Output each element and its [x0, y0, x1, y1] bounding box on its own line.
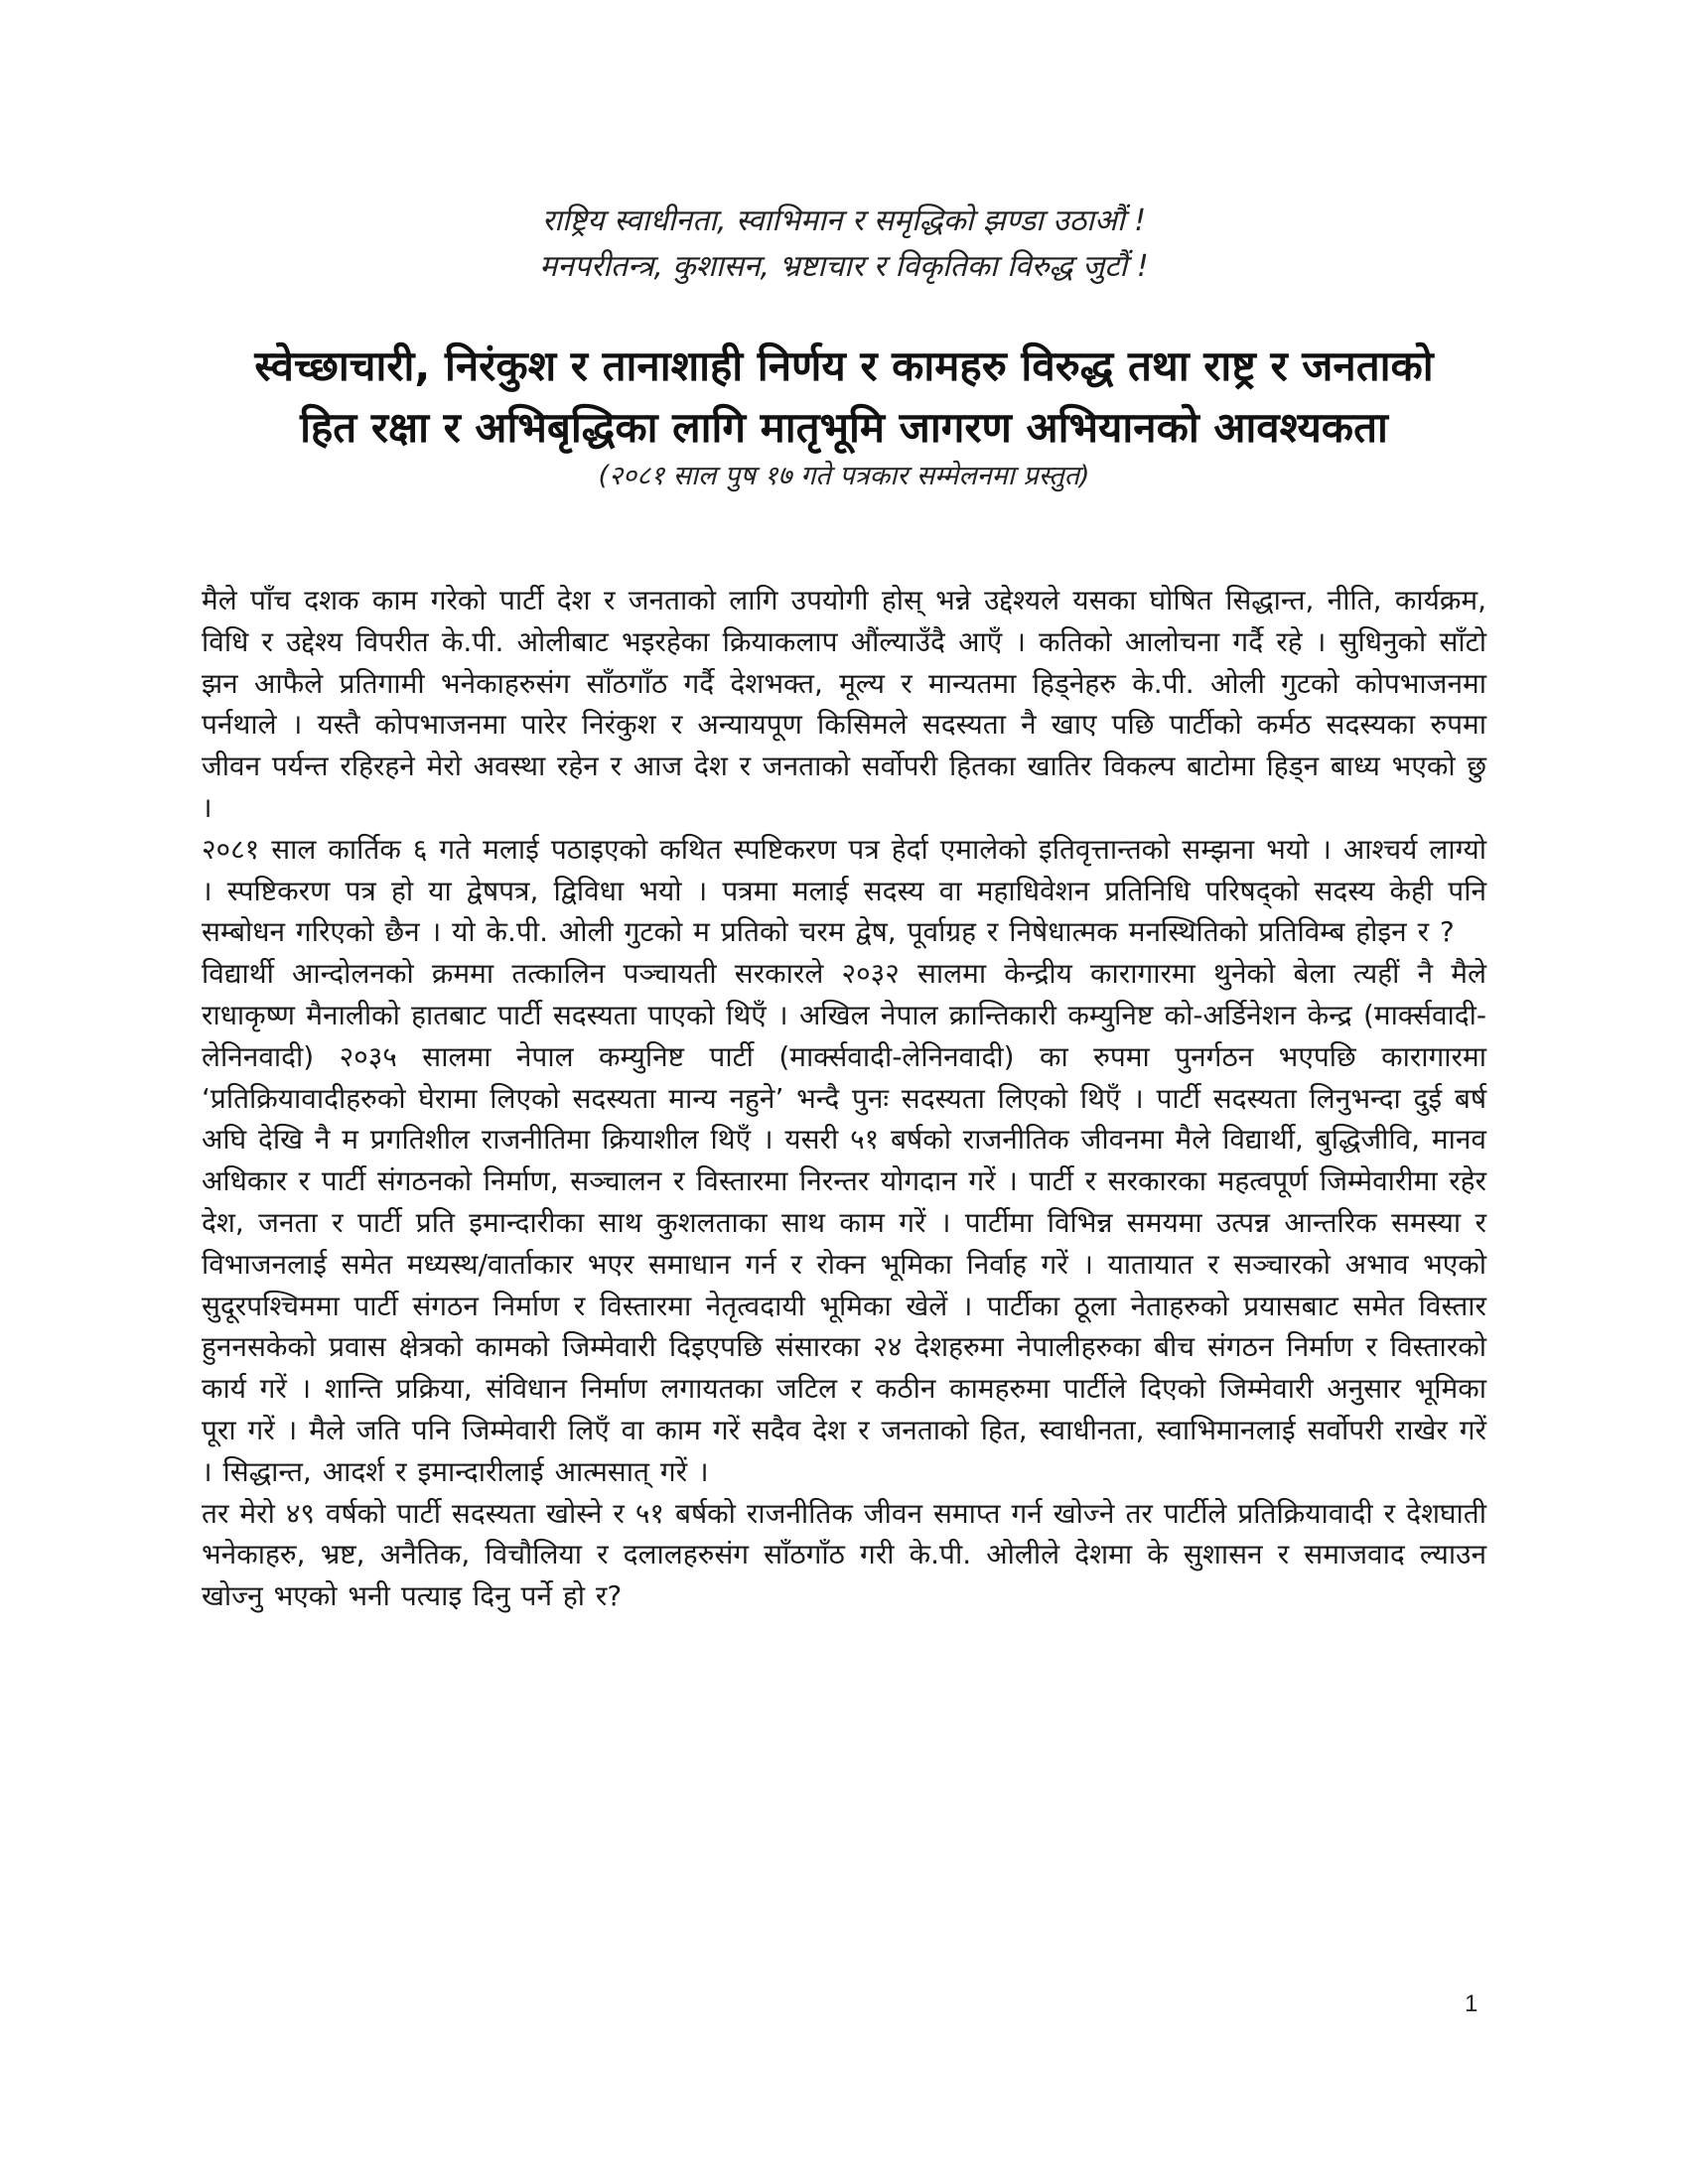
document-title-block	[149, 336, 1539, 496]
document-title-line-1: स्वेच्छाचारी, निरंकुश र तानाशाही निर्णय र कामहरु विरुद्ध तथा राष्ट्र र जनताको	[254, 341, 1434, 390]
document-title-line-2: हित रक्षा र अभिबृद्धिका लागि मातृभूमि जागरण अभियानको आवश्यकता	[300, 403, 1388, 452]
body-text	[202, 580, 1486, 1617]
slogan-line-1: राष्ट्रिय स्वाधीनता, स्वाभिमान र समृद्धिको झण्डा उठाऔं !	[541, 204, 1147, 238]
page-number: 1	[1465, 1990, 1478, 2017]
slogan-line-2: मनपरीतन्त्र, कुशासन, भ्रष्टाचार र विकृतिका विरुद्ध जुटौं !	[539, 249, 1149, 284]
slogan-block	[0, 199, 1688, 290]
paragraph-3: विद्यार्थी आन्दोलनको क्रममा तत्कालिन पञ्चायती सरकारले २०३२ सालमा केन्द्रीय कारागारमा थुनेको बेला त्यहीं नै मैले राधाकृष्ण मैनालीको हातबाट पार्टी सदस्यता पाएको थिएँ । अखिल नेपाल क्रान्तिकारी कम्युनिष्ट को-अर्डिनेशन केन्द्र (मार्क्सवादी-लेनिनवादी) २०३५ सालमा नेपाल कम्युनिष्ट पार्टी (मार्क्सवादी-लेनिनवादी) का रुपमा पुनर्गठन भएपछि कारागारमा ‘प्रतिक्रियावादीहरुको घेरामा लिएको सदस्यता मान्य नहुने’ भन्दै पुनः सदस्यता लिएको थिएँ । पार्टी सदस्यता लिनुभन्दा दुई बर्ष अघि देखि नै म प्रगतिशील राजनीतिमा क्रियाशील थिएँ । यसरी ५१ बर्षको राजनीतिक जीवनमा मैले विद्यार्थी, बुद्धिजीवि, मानव अधिकार र पार्टी संगठनको निर्माण, सञ्चालन र विस्तारमा निरन्तर योगदान गरें । पार्टी र सरकारका महत्वपूर्ण जिम्मेवारीमा रहेर देश, जनता र पार्टी प्रति इमान्दारीका साथ कुशलताका साथ काम गरें । पार्टीमा विभिन्न समयमा उत्पन्न आन्तरिक समस्या र विभाजनलाई समेत मध्यस्थ/वार्ताकार भएर समाधान गर्न र रोक्न भूमिका निर्वाह गरें । यातायात र सञ्चारको अभाव भएको सुदूरपश्चिममा पार्टी संगठन निर्माण र विस्तारमा नेतृत्वदायी भूमिका खेलें । पार्टीका ठूला नेताहरुको प्रयासबाट समेत विस्तार हुननसकेको प्रवास क्षेत्रको कामको जिम्मेवारी दिइएपछि संसारका २४ देशहरुमा नेपालीहरुका बीच संगठन निर्माण र विस्तारको कार्य गरें । शान्ति प्रक्रिया, संविधान निर्माण लगायतका जटिल र कठीन कामहरुमा पार्टीले दिएको जिम्मेवारी अनुसार भूमिका पूरा गरें । मैले जति पनि जिम्मेवारी लिएँ वा काम गरें सदैव देश र जनताको हित, स्वाधीनता, स्वाभिमानलाई सर्वोपरी राखेर गरें । सिद्धान्त, आदर्श र इमान्दारीलाई आत्मसात् गरें ।	[202, 957, 1486, 1488]
document-subtitle: (२०८१ साल पुष १७ गते पत्रकार सम्मेलनमा प्रस्तुत)	[598, 461, 1090, 491]
paragraph-1: मैले पाँच दशक काम गरेको पार्टी देश र जनताको लागि उपयोगी होस् भन्ने उद्देश्यले यसका घोषित सिद्धान्त, नीति, कार्यक्रम, विधि र उद्देश्य विपरीत के.पी. ओलीबाट भइरहेका क्रियाकलाप औंल्याउँदै आएँ । कतिको आलोचना गर्दै रहे । सुधिनुको साँटो झन आफैले प्रतिगामी भनेकाहरुसंग साँठगाँठ गर्दै देशभक्त, मूल्य र मान्यतमा हिड्नेहरु के.पी. ओली गुटको कोपभाजनमा पर्नथाले । यस्तै कोपभाजनमा पारेर निरंकुश र अन्यायपूण किसिमले सदस्यता नै खाए पछि पार्टीको कर्मठ सदस्यका रुपमा जीवन पर्यन्त रहिरहने मेरो अवस्था रहेन र आज देश र जनताको सर्वोपरी हितका खातिर विकल्प बाटोमा हिड्न बाध्य भएको छु ।	[202, 584, 1486, 824]
paragraph-2: २०८१ साल कार्तिक ६ गते मलाई पठाइएको कथित स्पष्टिकरण पत्र हेर्दा एमालेको इतिवृत्तान्तको सम्झना भयो । आश्चर्य लाग्यो । स्पष्टिकरण पत्र हो या द्वेषपत्र, द्विविधा भयो । पत्रमा मलाई सदस्य वा महाधिवेशन प्रतिनिधि परिषद्को सदस्य केही पनि सम्बोधन गरिएको छैन । यो के.पी. ओली गुटको म प्रतिको चरम द्वेष, पूर्वाग्रह र निषेधात्मक मनस्थितिको प्रतिविम्ब होइन र ?	[202, 832, 1486, 949]
paragraph-4: तर मेरो ४९ वर्षको पार्टी सदस्यता खोस्ने र ५१ बर्षको राजनीतिक जीवन समाप्त गर्न खोज्ने तर पार्टीले प्रतिक्रियावादी र देशघाती भनेकाहरु, भ्रष्ट, अनैतिक, विचौलिया र दलालहरुसंग साँठगाँठ गरी के.पी. ओलीले देशमा के सुशासन र समाजवाद ल्याउन खोज्नु भएको भनी पत्याइ दिनु पर्ने हो र?	[202, 1496, 1486, 1613]
